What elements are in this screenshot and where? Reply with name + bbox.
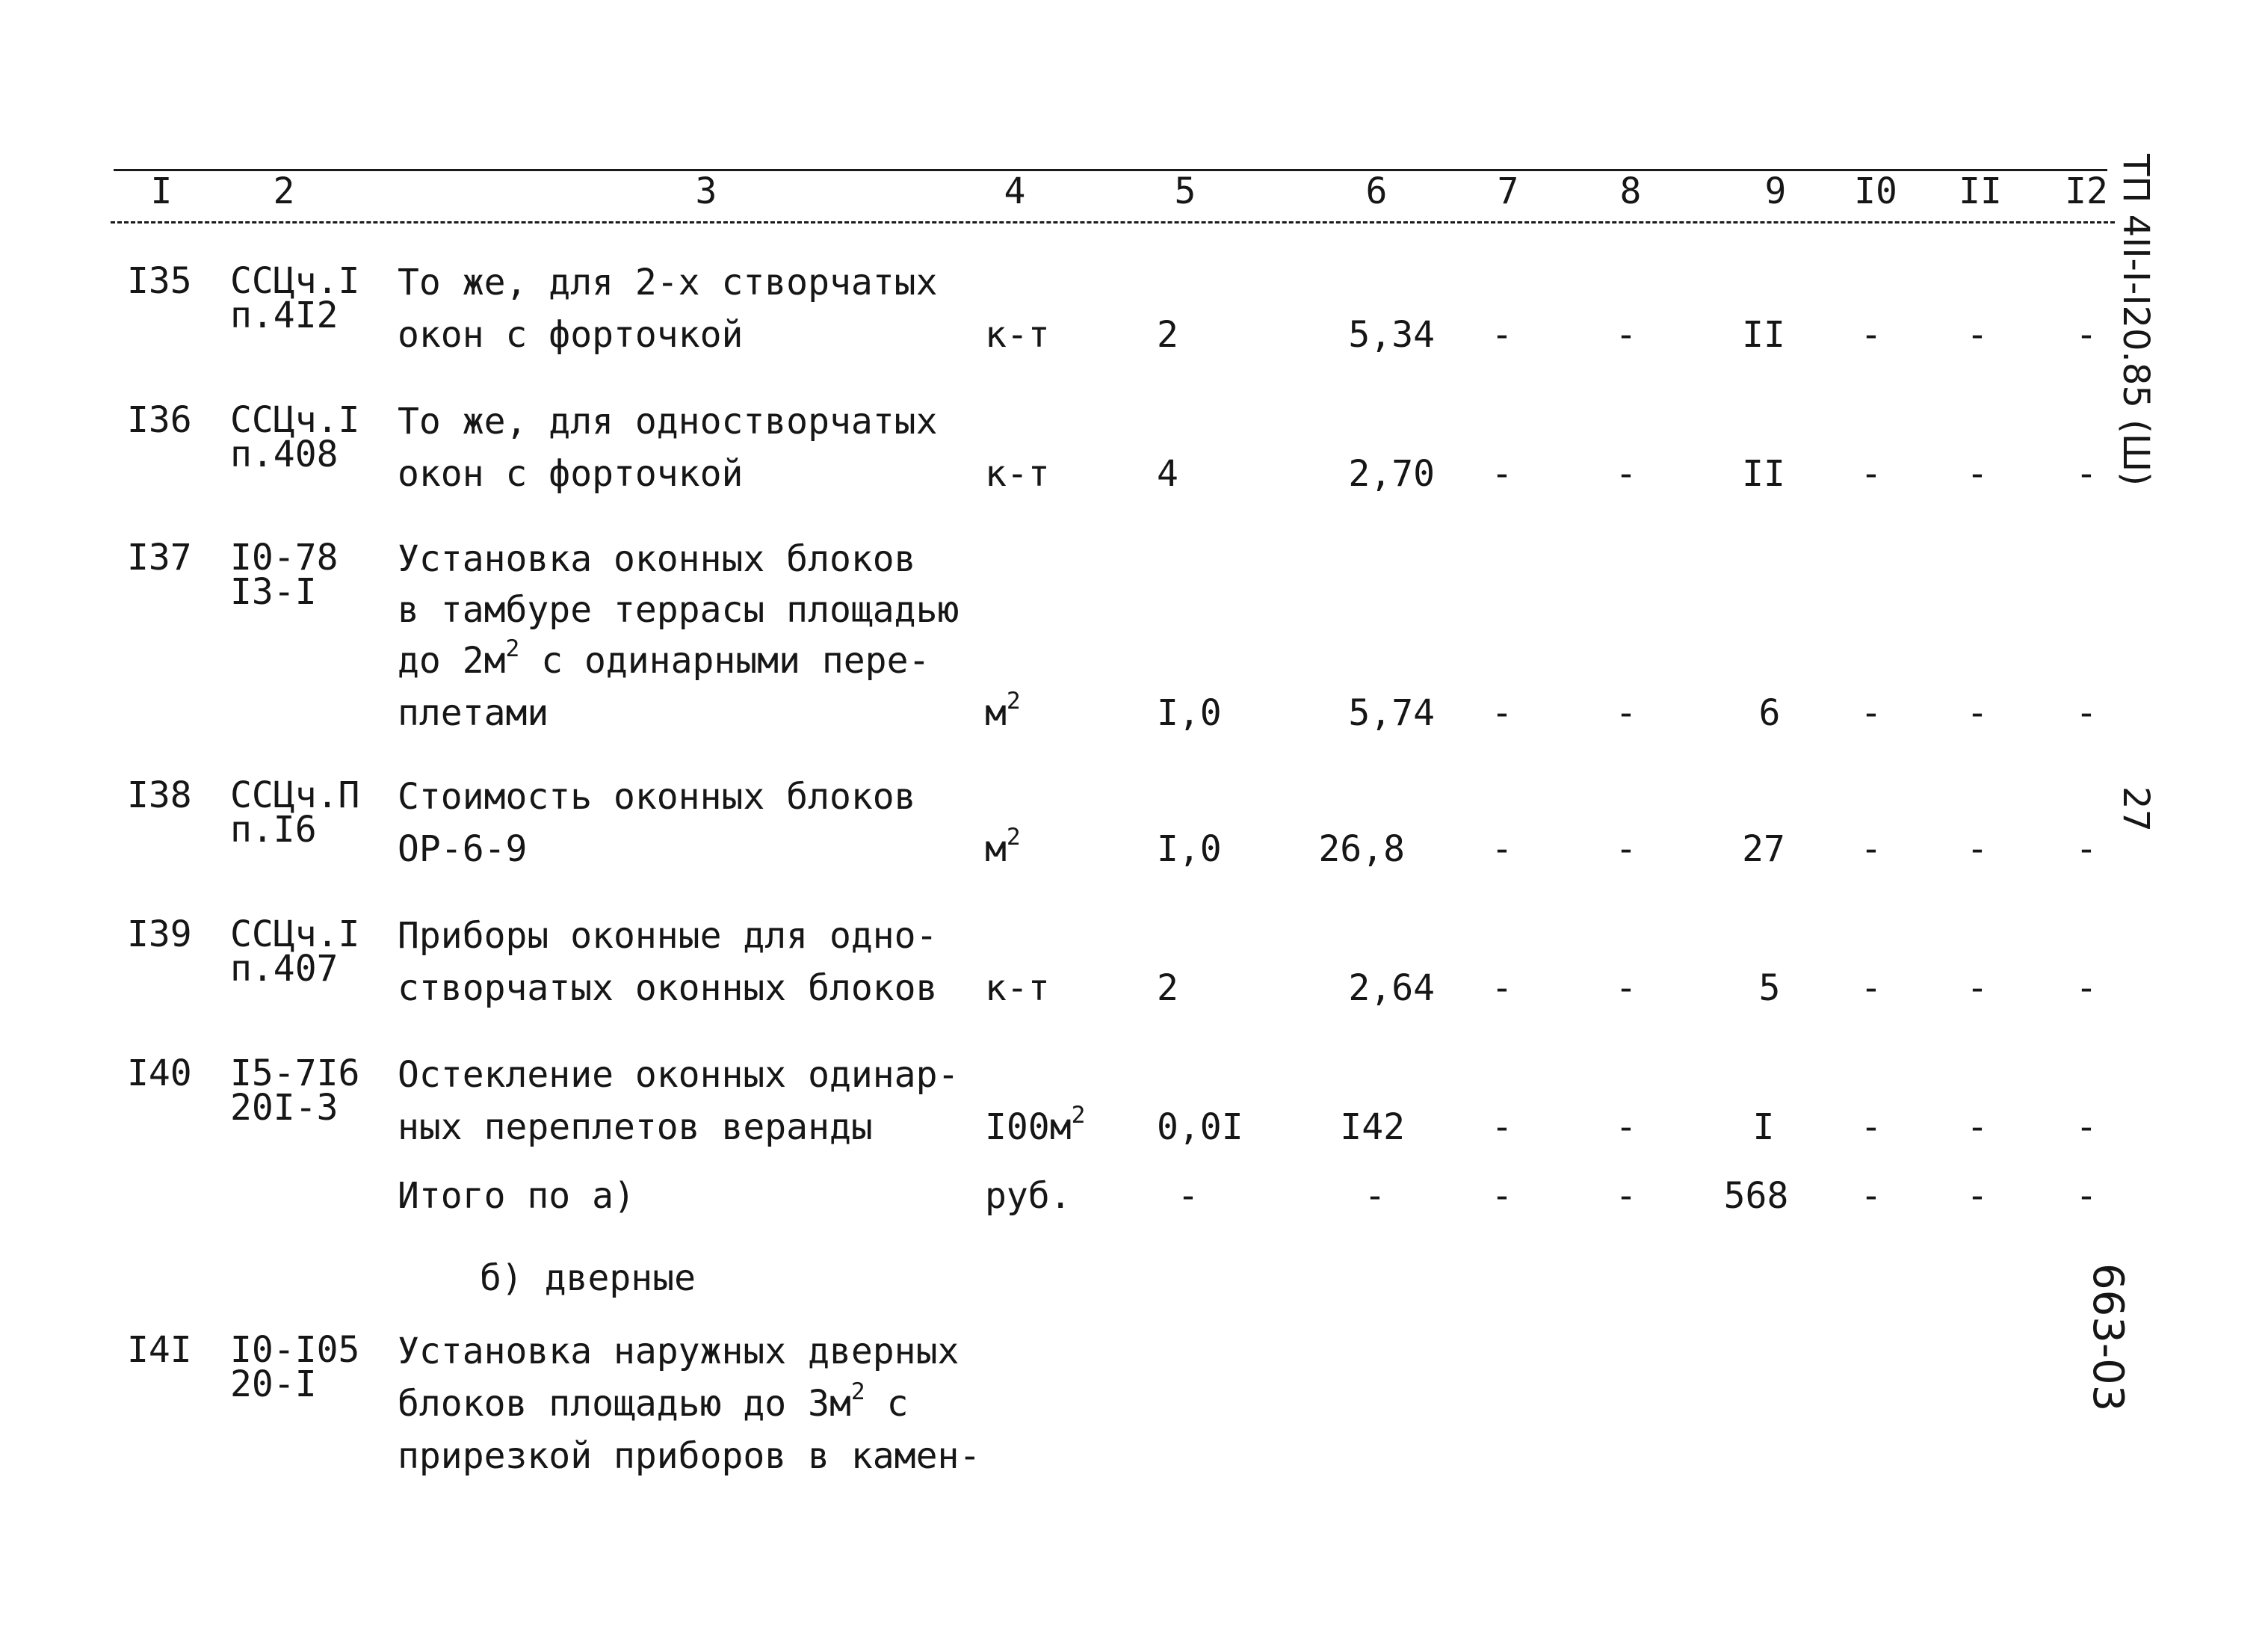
col-header-5: 5 bbox=[1174, 170, 1196, 212]
total-unit: руб. bbox=[985, 1175, 1072, 1217]
row-col8: - bbox=[1615, 453, 1637, 495]
unit-text: м bbox=[985, 828, 1007, 870]
row-desc-text: с bbox=[886, 1383, 909, 1425]
row-ref-1: I5-7I6 bbox=[230, 1052, 360, 1094]
row-number: I4I bbox=[127, 1329, 192, 1371]
row-ref-1: ССЦч.I bbox=[230, 399, 360, 441]
superscript: 2 bbox=[505, 635, 520, 663]
col-header-6: 6 bbox=[1365, 170, 1388, 212]
row-col7: - bbox=[1491, 967, 1513, 1009]
total-col11: - bbox=[1966, 1175, 1989, 1217]
row-col9: 27 bbox=[1742, 828, 1785, 870]
row-col10: - bbox=[1860, 967, 1882, 1009]
row-col9: II bbox=[1742, 314, 1785, 356]
superscript: 2 bbox=[1006, 688, 1021, 715]
row-price: 5,34 bbox=[1348, 314, 1435, 356]
row-desc-text: блоков площадью до 3м bbox=[398, 1383, 851, 1425]
row-number: I39 bbox=[127, 913, 192, 955]
row-qty: I,0 bbox=[1157, 692, 1222, 734]
row-desc-text: до 2м bbox=[398, 640, 506, 682]
row-price: 2,64 bbox=[1348, 967, 1435, 1009]
col-header-9: 9 bbox=[1764, 170, 1787, 212]
row-col10: - bbox=[1860, 453, 1882, 495]
superscript: 2 bbox=[1006, 824, 1021, 851]
row-col12: - bbox=[2075, 1106, 2098, 1148]
row-ref-2: п.407 bbox=[230, 948, 339, 990]
row-qty: 2 bbox=[1157, 967, 1178, 1009]
unit-text: I00м bbox=[985, 1106, 1072, 1148]
row-desc-line: прирезкой приборов в камен- bbox=[398, 1435, 981, 1477]
total-label: Итого по а) bbox=[398, 1175, 635, 1217]
total-col8: - bbox=[1615, 1175, 1637, 1217]
row-desc-line: Установка наружных дверных bbox=[398, 1330, 960, 1372]
col-header-11: II bbox=[1959, 170, 2002, 212]
row-ref-1: ССЦч.П bbox=[230, 774, 360, 816]
total-col10: - bbox=[1860, 1175, 1882, 1217]
superscript: 2 bbox=[1071, 1102, 1086, 1129]
row-col7: - bbox=[1491, 828, 1513, 870]
row-qty: I,0 bbox=[1157, 828, 1222, 870]
row-col9: I bbox=[1752, 1106, 1775, 1148]
col-header-7: 7 bbox=[1497, 170, 1519, 212]
row-ref-1: ССЦч.I bbox=[230, 260, 360, 302]
row-number: I40 bbox=[127, 1052, 192, 1094]
row-col7: - bbox=[1491, 1106, 1513, 1148]
row-qty: 4 bbox=[1157, 453, 1178, 495]
col-header-3: 3 bbox=[695, 170, 717, 212]
row-col12: - bbox=[2075, 453, 2098, 495]
row-col11: - bbox=[1966, 314, 1989, 356]
row-ref-1: I0-78 bbox=[230, 537, 339, 579]
row-number: I35 bbox=[127, 260, 192, 302]
row-qty: 2 bbox=[1157, 314, 1178, 356]
row-desc-line bbox=[398, 635, 930, 682]
row-ref-2: 20-I bbox=[230, 1363, 317, 1405]
row-col12: - bbox=[2075, 828, 2098, 870]
row-desc-line: в тамбуре террасы площадью bbox=[398, 589, 960, 631]
row-desc-line: плетами bbox=[398, 692, 549, 734]
row-ref-2: 20I-3 bbox=[230, 1087, 339, 1129]
row-col8: - bbox=[1615, 967, 1637, 1009]
row-desc-line: створчатых оконных блоков bbox=[398, 967, 938, 1009]
row-number: I38 bbox=[127, 774, 192, 816]
row-col11: - bbox=[1966, 1106, 1989, 1148]
row-col10: - bbox=[1860, 1106, 1882, 1148]
row-desc-line: Стоимость оконных блоков bbox=[398, 776, 916, 818]
row-col8: - bbox=[1615, 1106, 1637, 1148]
row-desc-line: ОР-6-9 bbox=[398, 828, 528, 870]
row-unit bbox=[985, 688, 1021, 734]
row-ref-2: п.4I2 bbox=[230, 295, 339, 336]
row-desc-line bbox=[398, 1378, 909, 1425]
row-col8: - bbox=[1615, 828, 1637, 870]
col-header-8: 8 bbox=[1619, 170, 1642, 212]
row-col8: - bbox=[1615, 692, 1637, 734]
row-price: 26,8 bbox=[1318, 828, 1405, 870]
col-header-2: 2 bbox=[273, 170, 295, 212]
col-header-1: I bbox=[150, 170, 173, 212]
section-heading: б) дверные bbox=[480, 1257, 696, 1299]
row-price: I42 bbox=[1340, 1106, 1405, 1148]
row-desc-line: Остекление оконных одинар- bbox=[398, 1054, 960, 1096]
row-desc-line: Установка оконных блоков bbox=[398, 538, 916, 580]
row-col11: - bbox=[1966, 828, 1989, 870]
col-header-10: I0 bbox=[1854, 170, 1897, 212]
row-ref-2: п.408 bbox=[230, 434, 339, 475]
row-number: I37 bbox=[127, 537, 192, 579]
row-unit bbox=[985, 1102, 1086, 1148]
document-code: ТП 4II-I-I20.85 (Ш) bbox=[2115, 154, 2157, 486]
row-col7: - bbox=[1491, 692, 1513, 734]
row-col7: - bbox=[1491, 314, 1513, 356]
row-col12: - bbox=[2075, 967, 2098, 1009]
superscript: 2 bbox=[850, 1378, 865, 1406]
row-desc-line: То же, для 2-х створчатых bbox=[398, 262, 938, 303]
row-col12: - bbox=[2075, 692, 2098, 734]
row-unit: к-т bbox=[985, 967, 1050, 1009]
row-desc-line: окон с форточкой bbox=[398, 314, 744, 356]
row-col11: - bbox=[1966, 692, 1989, 734]
row-col9: 5 bbox=[1758, 967, 1781, 1009]
total-col9: 568 bbox=[1723, 1175, 1789, 1217]
page-number: 27 bbox=[2115, 786, 2157, 833]
total-qty: - bbox=[1177, 1175, 1199, 1217]
row-col12: - bbox=[2075, 314, 2098, 356]
row-desc-line: окон с форточкой bbox=[398, 453, 744, 495]
row-col10: - bbox=[1860, 828, 1882, 870]
row-unit: к-т bbox=[985, 453, 1050, 495]
row-col11: - bbox=[1966, 967, 1989, 1009]
row-unit bbox=[985, 824, 1021, 870]
row-desc-line: Приборы оконные для одно- bbox=[398, 915, 938, 957]
col-header-12: I2 bbox=[2065, 170, 2108, 212]
row-price: 2,70 bbox=[1348, 453, 1435, 495]
row-ref-2: п.I6 bbox=[230, 809, 317, 851]
row-unit: к-т bbox=[985, 314, 1050, 356]
row-col11: - bbox=[1966, 453, 1989, 495]
total-col7: - bbox=[1491, 1175, 1513, 1217]
table-top-rule bbox=[114, 169, 2107, 171]
table-header-rule bbox=[111, 221, 2115, 223]
total-price: - bbox=[1364, 1175, 1386, 1217]
row-ref-1: ССЦч.I bbox=[230, 913, 360, 955]
row-price: 5,74 bbox=[1348, 692, 1435, 734]
row-ref-1: I0-I05 bbox=[230, 1329, 360, 1371]
row-ref-2: I3-I bbox=[230, 571, 317, 613]
row-number: I36 bbox=[127, 399, 192, 441]
row-col10: - bbox=[1860, 314, 1882, 356]
row-col10: - bbox=[1860, 692, 1882, 734]
row-col8: - bbox=[1615, 314, 1637, 356]
row-desc-text: с одинарными пере- bbox=[541, 640, 930, 682]
row-desc-line: ных переплетов веранды bbox=[398, 1106, 873, 1148]
row-desc-line: То же, для одностворчатых bbox=[398, 401, 938, 443]
unit-text: м bbox=[985, 692, 1007, 734]
row-col7: - bbox=[1491, 453, 1513, 495]
total-col12: - bbox=[2075, 1175, 2098, 1217]
col-header-4: 4 bbox=[1004, 170, 1026, 212]
row-qty: 0,0I bbox=[1157, 1106, 1243, 1148]
row-col9: 6 bbox=[1758, 692, 1781, 734]
row-col9: II bbox=[1742, 453, 1785, 495]
album-number: 663-03 bbox=[2083, 1263, 2132, 1412]
